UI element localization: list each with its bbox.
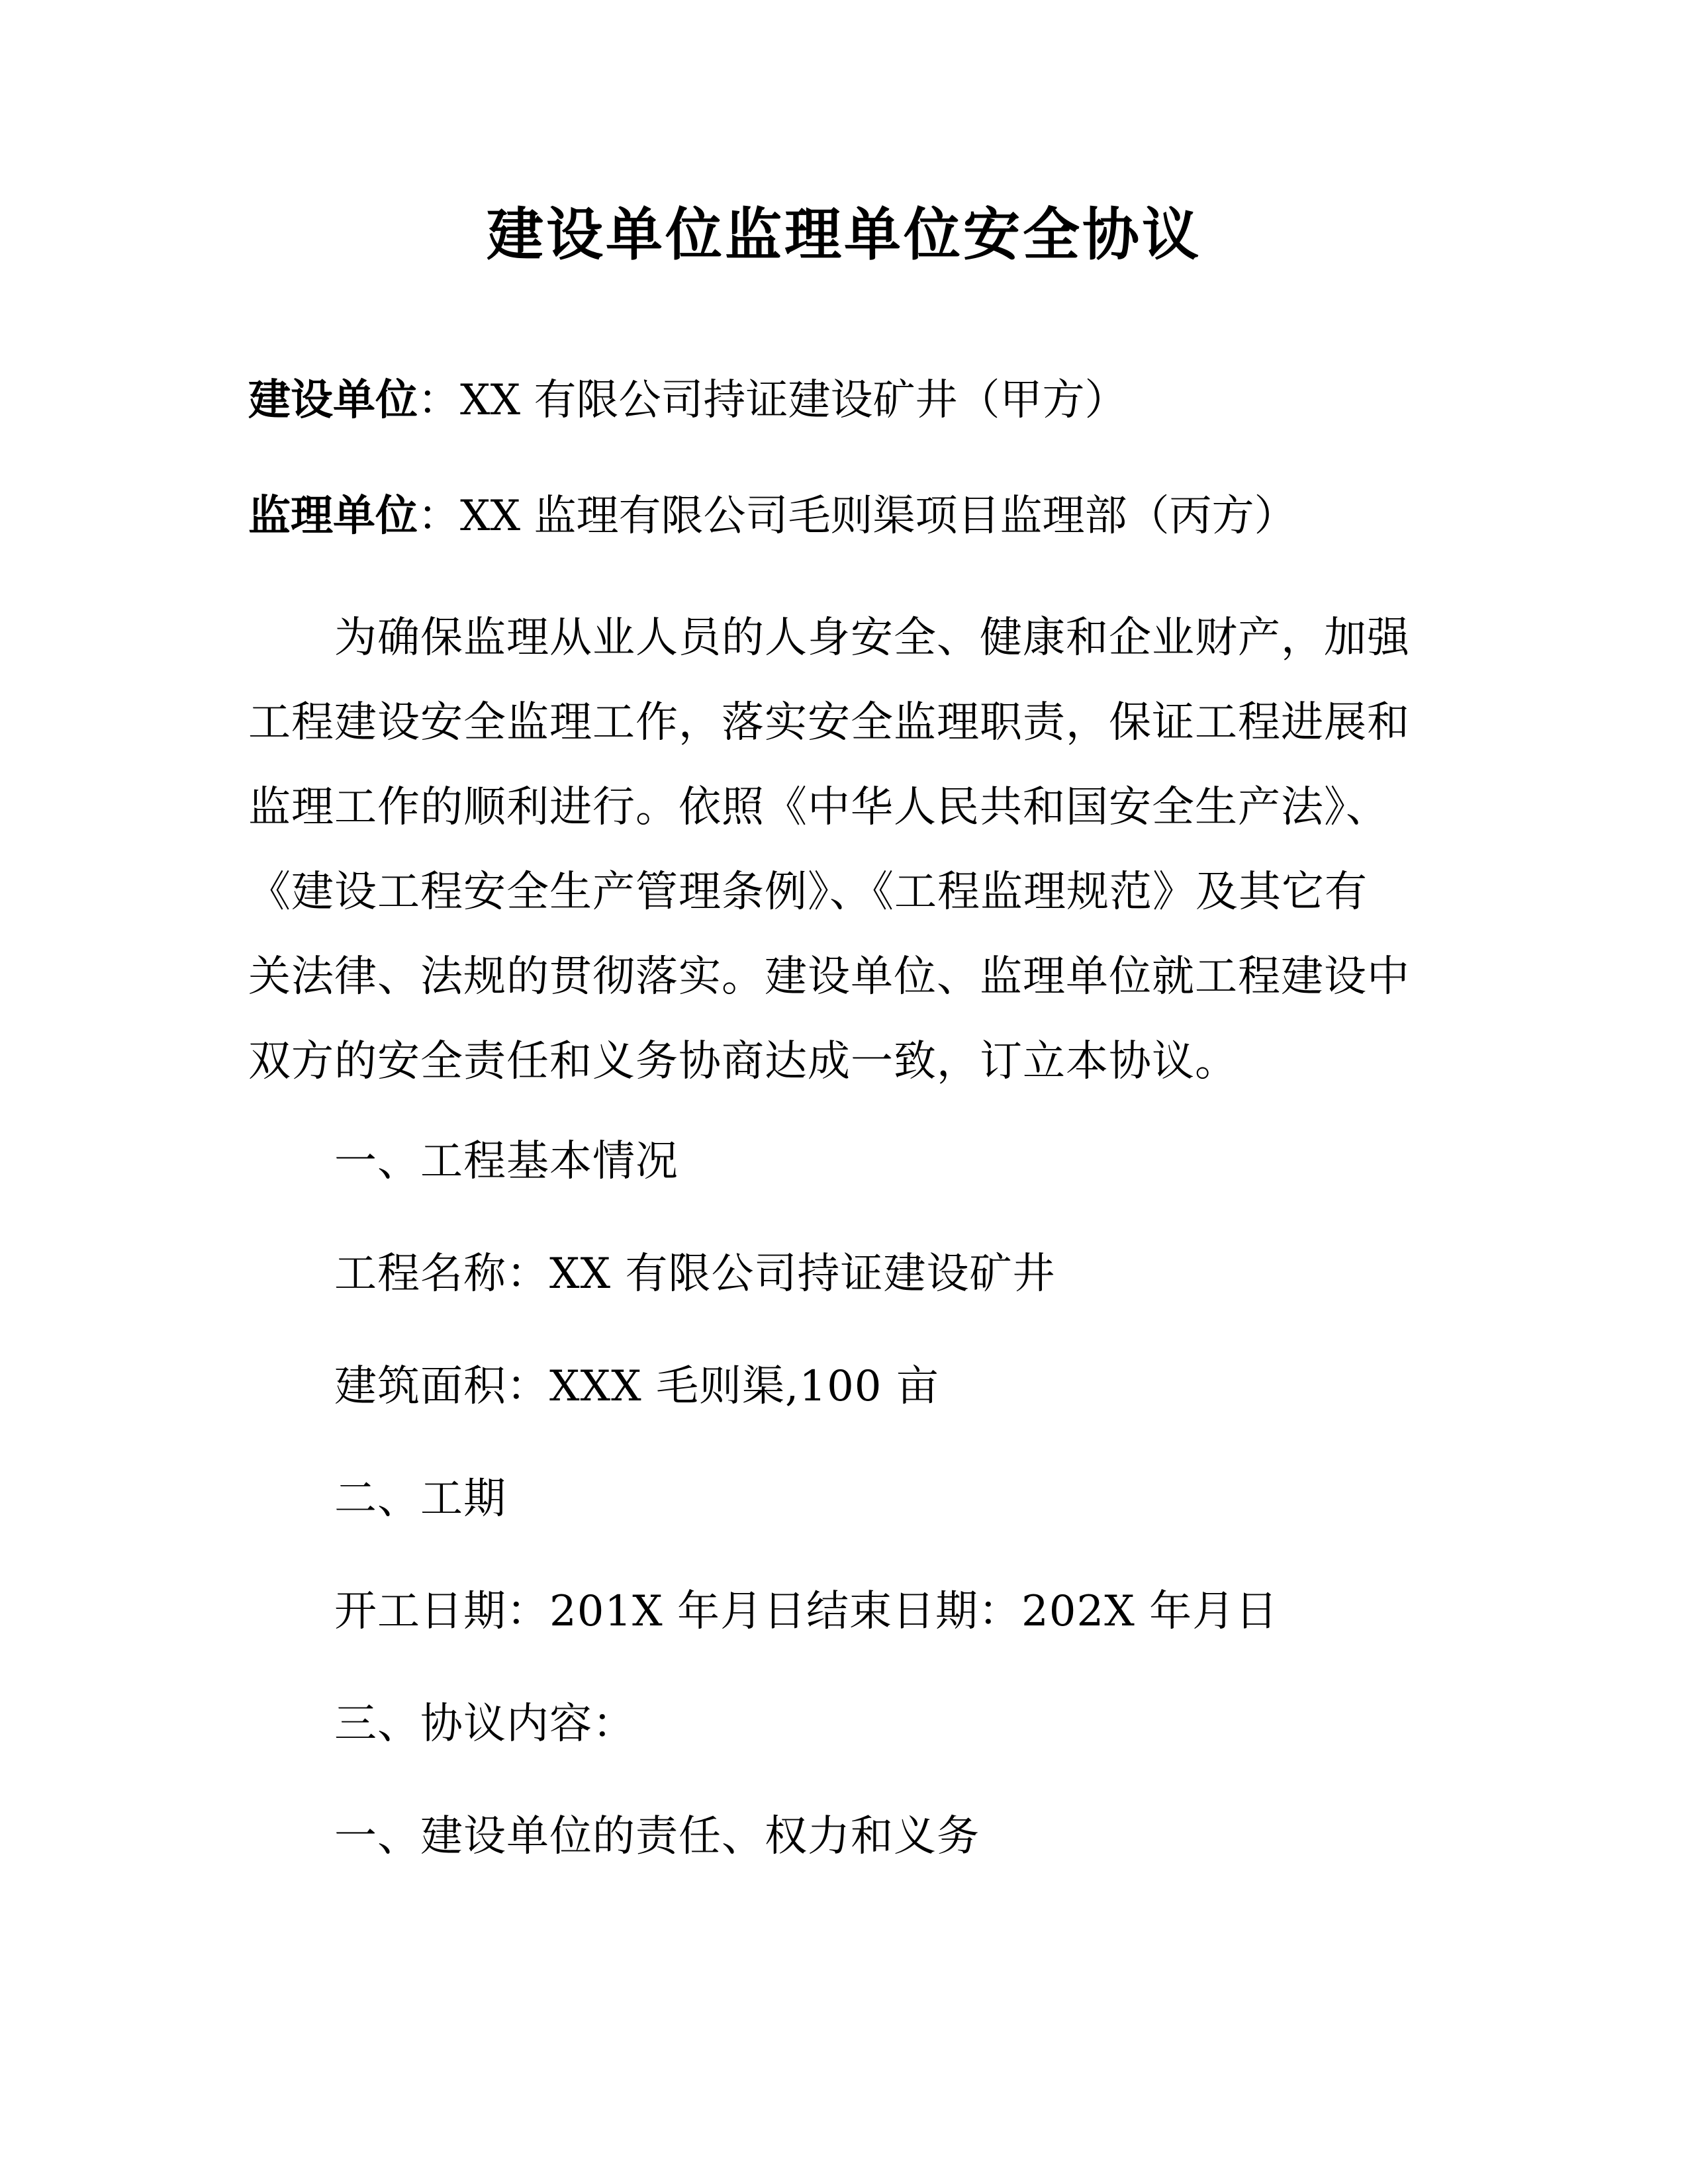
building-area-line: 建筑面积：XXX 毛则渠,100 亩 (334, 1362, 939, 1411)
preamble-line: 监理工作的顺利进行。依照《中华人民共和国安全生产法》、 (248, 783, 1389, 832)
subsection-heading-owner-duties: 一、建设单位的责任、权力和义务 (334, 1812, 980, 1861)
section-heading-project-info: 一、工程基本情况 (334, 1137, 679, 1186)
preamble-line: 关法律、法规的贯彻落实。建设单位、监理单位就工程建设中 (248, 952, 1410, 1001)
section-heading-schedule: 二、工期 (334, 1475, 506, 1524)
section-heading-agreement: 三、协议内容： (334, 1700, 635, 1749)
preamble-line: 为确保监理从业人员的人身安全、健康和企业财产，加强 (334, 614, 1410, 662)
party-supervisor (248, 486, 1296, 546)
party-owner-label: 建设单位 (248, 375, 418, 425)
preamble-line: 工程建设安全监理工作，落实安全监理职责，保证工程进展和 (248, 698, 1410, 747)
preamble-line: 《建设工程安全生产管理条例》、《工程监理规范》及其它有 (248, 868, 1368, 917)
party-supervisor-value: ：XX 监理有限公司毛则渠项目监理部（丙方） (418, 492, 1297, 541)
party-owner-value: ：XX 有限公司持证建设矿井（甲方） (418, 376, 1127, 425)
party-owner (248, 371, 1127, 430)
preamble-line: 双方的安全责任和义务协商达成一致，订立本协议。 (248, 1037, 1238, 1086)
project-name-line: 工程名称：XX 有限公司持证建设矿井 (334, 1250, 1056, 1298)
schedule-dates-line: 开工日期：201X 年月日结束日期：202X 年月日 (334, 1587, 1279, 1636)
document-title: 建设单位监理单位安全协议 (487, 201, 1201, 268)
party-supervisor-label: 监理单位 (248, 491, 418, 541)
preamble-paragraph (248, 596, 1440, 1104)
